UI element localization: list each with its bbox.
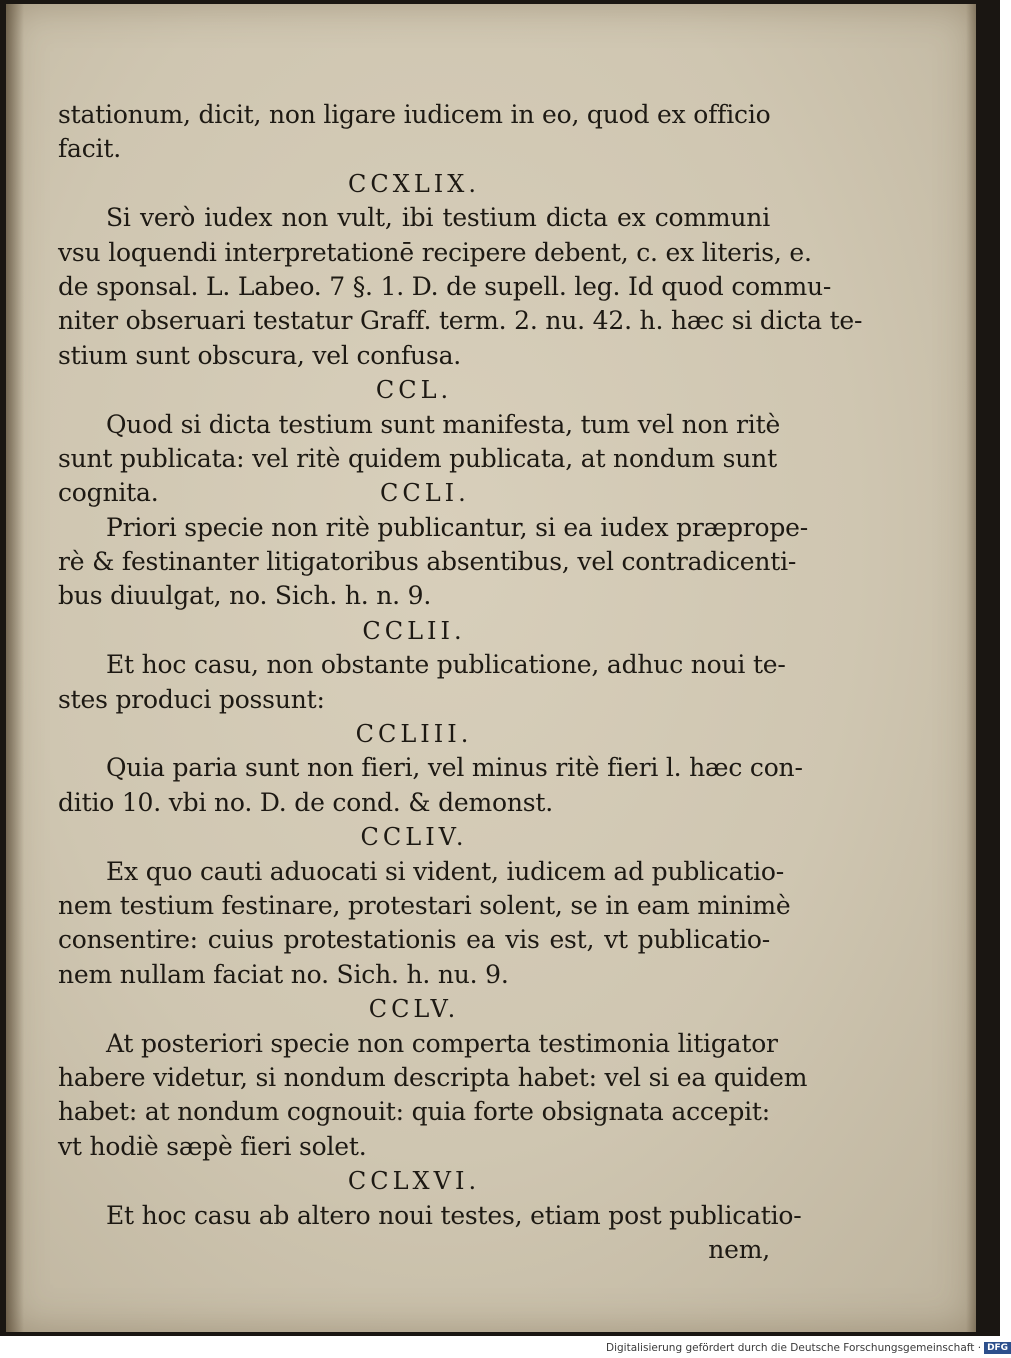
- book-page: [6, 4, 976, 1332]
- text-line: facit.: [58, 134, 121, 164]
- text-line: At posteriori specie non comperta testimonia litigator: [106, 1028, 778, 1058]
- text-line: rè & festinanter litigatoribus absentibus, vel contradicenti-: [58, 547, 797, 577]
- section-number: CCLXVI.: [347, 1167, 481, 1196]
- text-line: stationum, dicit, non ligare iudicem in eo, quod ex officio: [58, 100, 771, 129]
- text-line: consentire: cuius protestationis ea vis est, vt publicatio-: [58, 925, 770, 955]
- section-number: CCLV.: [368, 995, 460, 1024]
- text-line: Et hoc casu ab altero noui testes, etiam post publicatio-: [106, 1200, 802, 1230]
- text-line: Quod si dicta testium sunt manifesta, tum vel non ritè: [106, 409, 781, 439]
- section-number: CCXLIX.: [348, 169, 480, 198]
- text-line: Quia paria sunt non fieri, vel minus ritè fieri l. hæc con-: [106, 753, 803, 783]
- page-shadow-left: [6, 4, 24, 1332]
- text-line: Si verò iudex non vult, ibi testium dicta ex communi: [106, 203, 770, 233]
- text-line: sunt publicata: vel ritè quidem publicata, at nondum sunt: [58, 443, 777, 473]
- text-line: stes produci possunt:: [58, 684, 325, 714]
- dfg-logo: DFG: [984, 1342, 1011, 1354]
- page-shadow-right: [966, 4, 976, 1332]
- section-number: CCLIII.: [355, 720, 473, 749]
- text-line: Et hoc casu, non obstante publicatione, adhuc noui te-: [106, 650, 786, 680]
- text-line: habere videtur, si nondum descripta habet: vel si ea quidem: [58, 1062, 808, 1092]
- text-line: Ex quo cauti aduocati si vident, iudicem ad publicatio-: [106, 856, 785, 886]
- text-line: de sponsal. L. Labeo. 7 §. 1. D. de supell. leg. Id quod commu-: [58, 271, 832, 301]
- text-line: nem,: [708, 1234, 770, 1264]
- text-line: Priori specie non ritè publicantur, si ea iudex præprope-: [106, 512, 809, 542]
- section-number: CCL.: [375, 376, 453, 405]
- text-line: vsu loquendi interpretationē recipere debent, c. ex literis, e.: [58, 237, 812, 267]
- text-line: stium sunt obscura, vel confusa.: [58, 340, 462, 370]
- text-line: [58, 476, 770, 510]
- credit-text: Digitalisierung gefördert durch die Deutsche Forschungsgemeinschaft ·: [606, 1342, 982, 1354]
- text-line-content: cognita.: [58, 478, 159, 508]
- section-number: CCLI.: [380, 479, 470, 508]
- digitization-credit: [606, 1342, 1009, 1356]
- text-line: nem testium festinare, protestari solent, se in eam minimè: [58, 890, 791, 920]
- text-line: habet: at nondum cognouit: quia forte obsignata accepit:: [58, 1097, 770, 1127]
- text-line: vt hodiè sæpè fieri solet.: [58, 1131, 367, 1161]
- section-number: CCLII.: [362, 616, 466, 645]
- page-text-block: [58, 98, 863, 1267]
- text-line: nem nullam faciat no. Sich. h. nu. 9.: [58, 959, 509, 989]
- text-line: bus diuulgat, no. Sich. h. n. 9.: [58, 581, 432, 611]
- text-line: niter obseruari testatur Graff. term. 2. nu. 42. h. hæc si dicta te-: [58, 306, 863, 336]
- text-line: ditio 10. vbi no. D. de cond. & demonst.: [58, 787, 553, 817]
- section-number: CCLIV.: [360, 823, 468, 852]
